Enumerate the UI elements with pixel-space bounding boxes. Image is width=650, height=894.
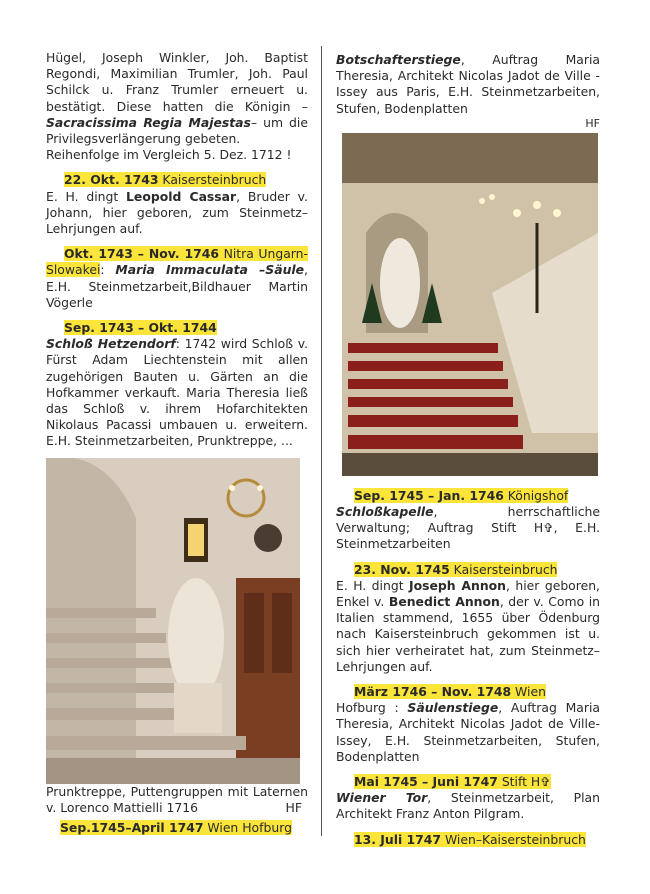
right-column <box>336 52 600 848</box>
entry-text: E. H. dingt Leopold Cassar, Bruder v. Johann, hier geboren, zum Steinmetz–Lehrjungen auf. <box>46 188 308 237</box>
staircase-photo-botschafterstiege <box>342 133 598 476</box>
left-column <box>46 50 308 836</box>
entry-heading: März 1746 – Nov. 1748 Wien <box>354 684 546 700</box>
entry-heading: Sep. 1745 – Jan. 1746 Königshof <box>354 487 569 503</box>
entry-heading: Sep. 1743 – Okt. 1744 <box>64 320 217 336</box>
intro-line: Reihenfolge im Vergleich 5. Dez. 1712 ! <box>46 147 292 163</box>
entry-heading: Sep.1745–April 1747 Wien Hofburg <box>60 820 292 836</box>
staircase-photo-prunktreppe <box>46 458 300 784</box>
entry-text: Schloß Hetzendorf: 1742 wird Schloß v. Fürst Adam Liechtenstein mit allen zugehörigen Bauten u. Gärten an die Hofkammer verkauft. Maria Theresia ließ das Schloß v. ihrem Hofarchitekten Nikolaus Pacassi umbauen u. erweitern. E.H. Steinmetzarbeiten, Prunktreppe, ... <box>46 336 309 449</box>
entry-text: E. H. dingt Joseph Annon, hier geboren, Enkel v. Benedict Annon, der v. Como in Italien stammend, 1655 über Ödenburg nach Kaisersteinbruch gekommen ist u. sich hier verheiratet hat, zum Steinmetz–Lehrjungen auf. <box>336 577 601 674</box>
entry-heading: 22. Okt. 1743 Kaisersteinbruch <box>64 172 267 188</box>
entry-text: Hofburg : Säulenstiege, Auftrag Maria Theresia, Architekt Nicolas Jadot de Ville-Issey, E.H. Steinmetzarbeiten, Stufen, Bodenplatten <box>336 700 600 764</box>
entry-text: Okt. 1743 – Nov. 1746 Nitra Ungarn-Slowakei: Maria Immaculata –Säule, E.H. Steinmetzarbeit,Bildhauer Martin Vögerle <box>46 246 308 310</box>
entry-heading: 13. Juli 1747 Wien–Kaisersteinbruch <box>354 831 586 847</box>
entry-text: Wiener Tor, Steinmetzarbeit, Plan Architekt Franz Anton Pilgram. <box>336 790 600 822</box>
intro-paragraph: Botschafterstiege, Auftrag Maria Theresia, Architekt Nicolas Jadot de Ville - Issey aus Paris, E.H. Steinmetzarbeiten, Stufen, Bodenplatten <box>336 52 600 116</box>
photo-caption: Prunktreppe, Puttengruppen mit Laternen v. Lorenco Mattielli 1716 HF <box>46 783 308 815</box>
photo-credit: HF <box>585 116 600 130</box>
photo-credit: HF <box>285 799 302 815</box>
intro-paragraph: Hügel, Joseph Winkler, Joh. Baptist Regondi, Maximilian Trumler, Joh. Paul Schilck u. Franz Trumler erneuert u. bestätigt. Diese hatten die Königin – Sacracissima Regia Majestas– um die Privilegsverlängerung gebeten. <box>46 50 308 147</box>
entry-text: Schloßkapelle, herrschaftliche Verwaltung; Auftrag Stift H✞, E.H. Steinmetzarbeiten <box>336 504 600 552</box>
entry-heading: Mai 1745 – Juni 1747 Stift H✞ <box>354 774 551 790</box>
staircase-illustration <box>342 133 598 476</box>
staircase-illustration <box>46 458 300 784</box>
entry-heading: 23. Nov. 1745 Kaisersteinbruch <box>354 561 558 577</box>
column-divider <box>321 46 322 836</box>
